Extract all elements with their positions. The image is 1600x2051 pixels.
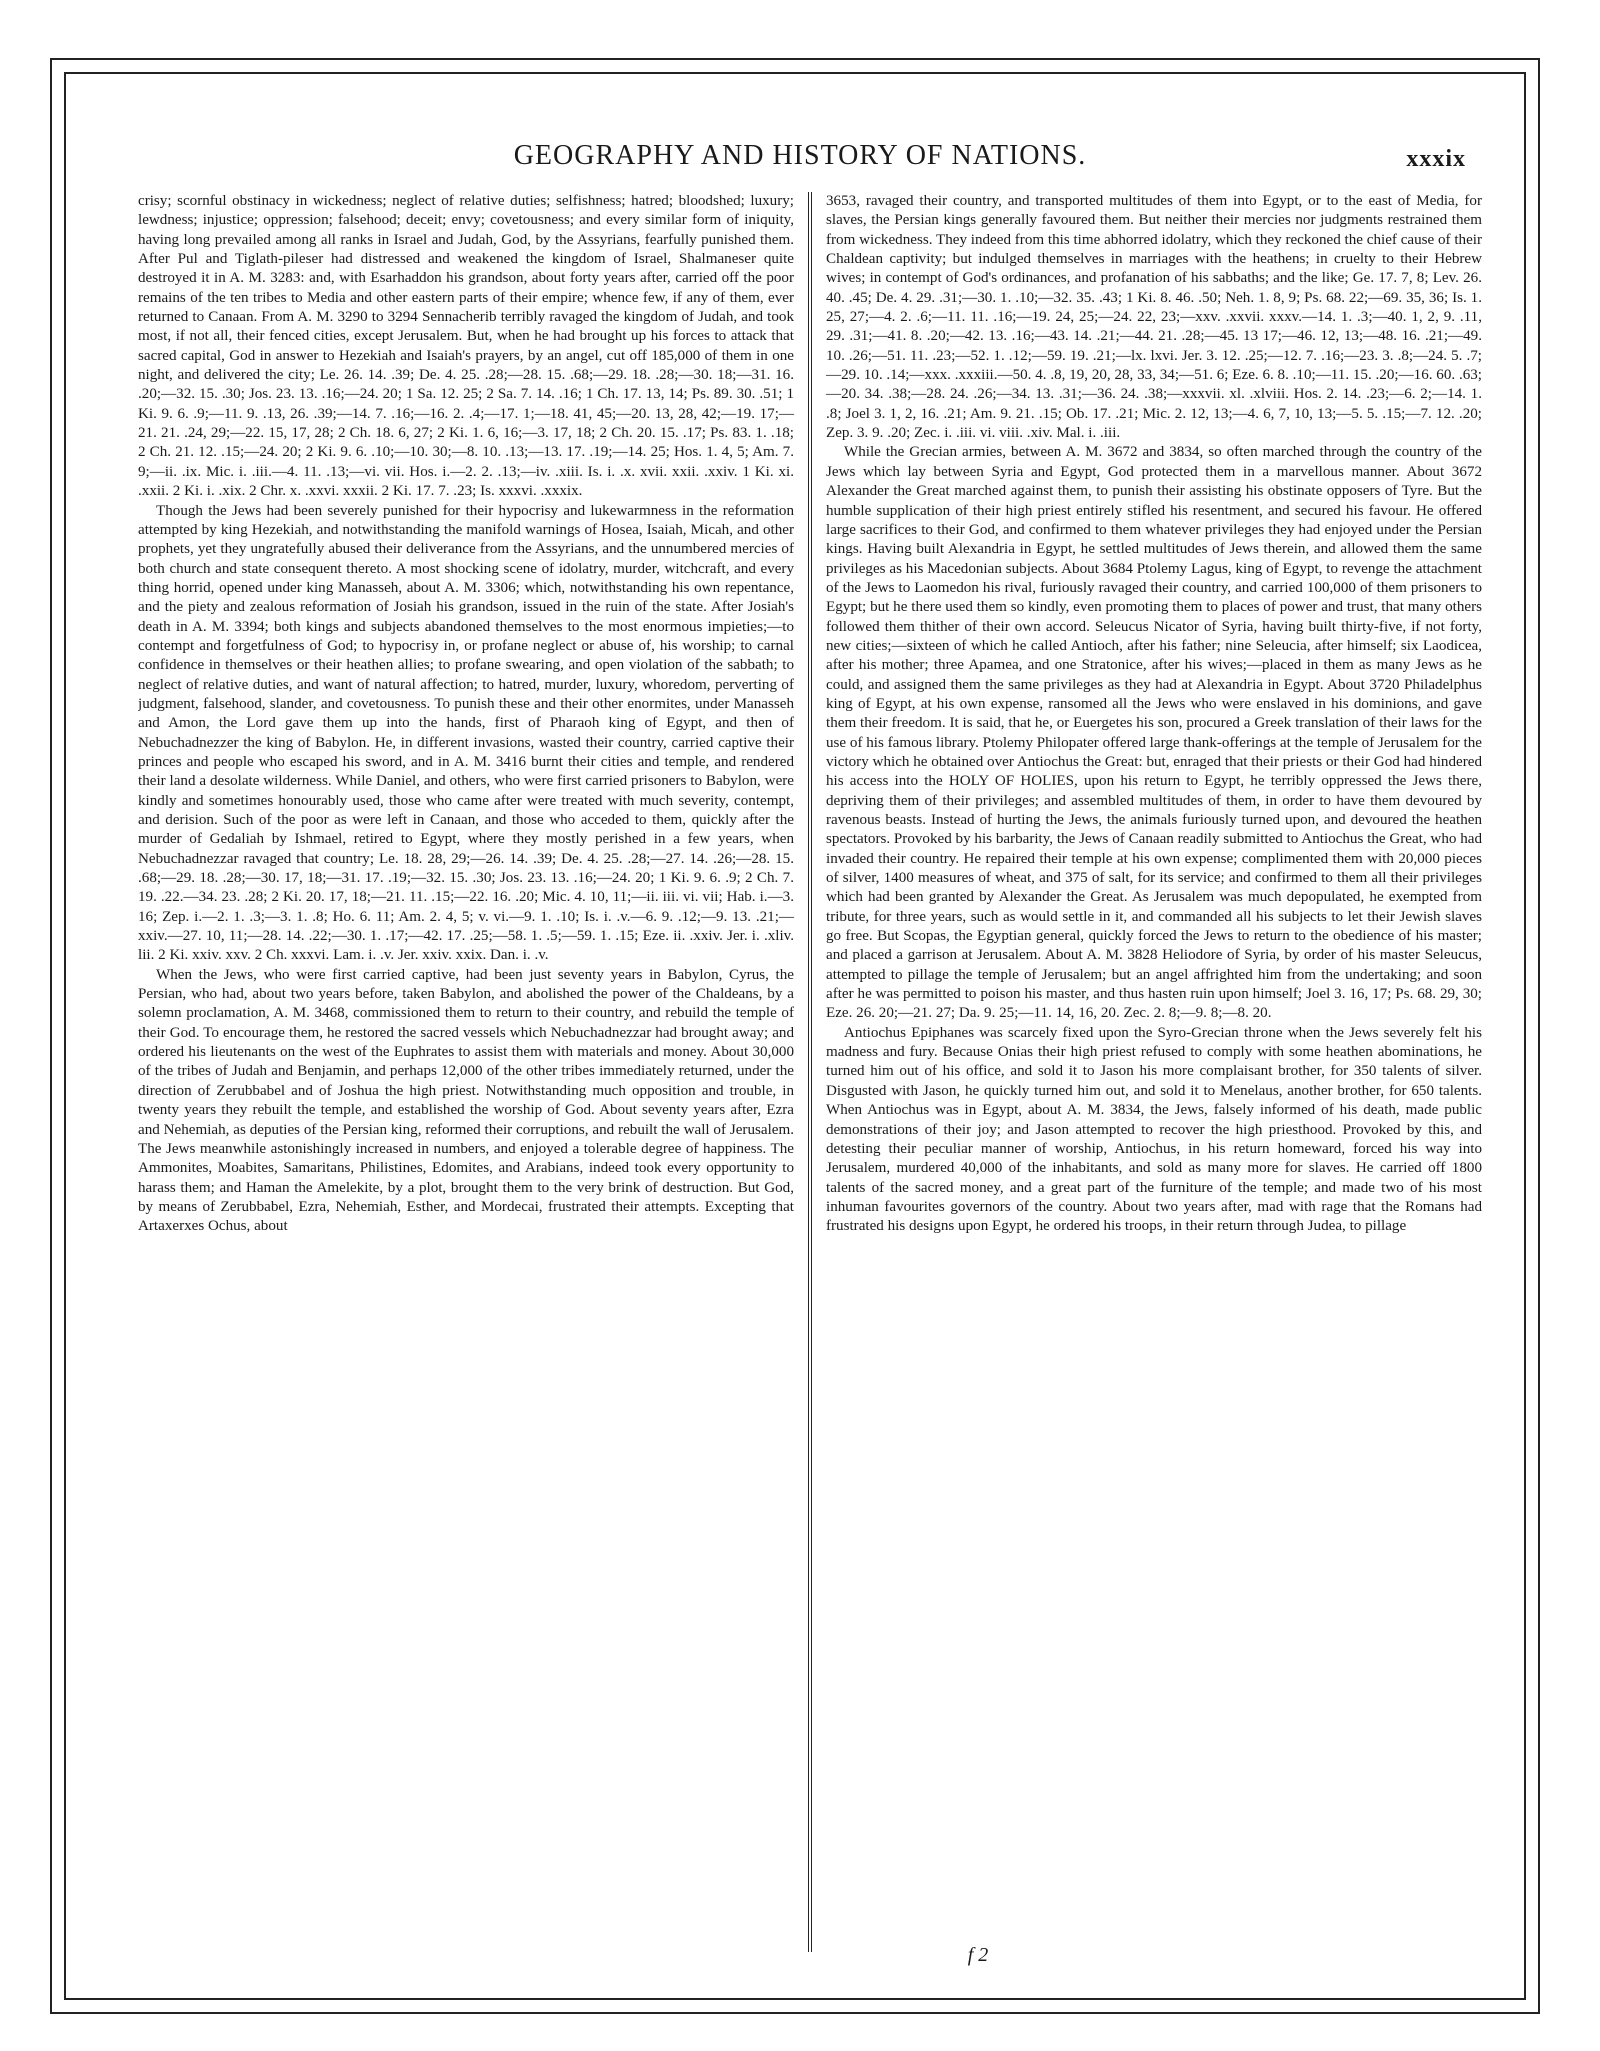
page-title: GEOGRAPHY AND HISTORY OF NATIONS. — [513, 140, 1087, 171]
right-column — [818, 192, 1482, 1952]
column-divider — [802, 192, 818, 1952]
text-columns — [138, 192, 1482, 1952]
left-paragraph-3: When the Jews, who were first carried captive, had been just seventy years in Babylon, Cyrus, the Persian, who had, about two years before, taken Babylon, and abolished the power of the Chaldeans, by a solemn proclamation, A. M. 3468, commissioned them to return to their country, and rebuild the temple of their God. To encourage them, he restored the sacred vessels which Nebuchadnezzar had brought away; and ordered his lieutenants on the west of the Euphrates to assist them with materials and money. About 30,000 of the tribes of Judah and Benjamin, and perhaps 12,000 of the other tribes immediately returned, under the direction of Zerubbabel and of Joshua the high priest. Notwithstanding much opposition and trouble, in twenty years they rebuilt the temple, and established the worship of God. About seventy years after, Ezra and Nehemiah, as deputies of the Persian king, reformed their corruptions, and rebuilt the wall of Jerusalem. The Jews meanwhile astonishingly increased in numbers, and enjoyed a tolerable degree of happiness. The Ammonites, Moabites, Samaritans, Philistines, Edomites, and Arabians, indeed took every opportunity to harass them; and Haman the Amelekite, by a plot, brought them to the very brink of destruction. But God, by means of Zerubbabel, Ezra, Nehemiah, Esther, and Mordecai, frustrated their attempts. Excepting that Artaxerxes Ochus, about — [138, 966, 794, 1235]
right-paragraph-3: Antiochus Epiphanes was scarcely fixed upon the Syro-Grecian throne when the Jews severely felt his madness and fury. Because Onias their high priest refused to comply with some heathen abominations, he turned him out of his office, and sold it to Jason his more complaisant brother, for 350 talents of silver. Disgusted with Jason, he quickly turned him out, and sold it to Menelaus, another brother, for 650 talents. When Antiochus was in Egypt, about A. M. 3834, the Jews, falsely informed of his death, made public demonstrations of their joy; and Jason attempted to recover the high priesthood. Provoked by this, and detesting their peculiar manner of worship, Antiochus, in his return homeward, forced his way into Jerusalem, murdered 40,000 of the inhabitants, and sold as many more for slaves. He carried off 1800 talents of the sacred money, and a great part of the furniture of the temple; and made two of his most inhuman favourites governors of the country. About two years after, mad with rage that the Romans had frustrated his designs upon Egypt, he ordered his troops, in their return through Judea, to pillage — [826, 1024, 1482, 1235]
signature-mark: f 2 — [967, 1944, 989, 1966]
right-paragraph-2: While the Grecian armies, between A. M. 3672 and 3834, so often marched through the country of the Jews which lay between Syria and Egypt, God protected them in a marvellous manner. About 3672 Alexander the Great marched against them, to punish their assisting his obstinate opposers of Tyre. But the humble supplication of their high priest entirely stifled his resentment, and secured his favour. He offered large sacrifices to their God, and confirmed to them whatever privileges they had enjoyed under the Persian kings. Having built Alexandria in Egypt, he settled multitudes of Jews therein, and allowed them the same privileges as his Macedonian subjects. About 3684 Ptolemy Lagus, king of Egypt, to revenge the attachment of the Jews to Laomedon his rival, furiously ravaged their country, and carried 100,000 of them prisoners to Egypt; but he there used them so kindly, even promoting them to places of power and trust, that many others followed them thither of their own accord. Seleucus Nicator of Syria, having built thirty-five, if not forty, new cities;—sixteen of which he called Antioch, after his father; nine Seleucia, after himself; six Laodicea, after his mother; three Apamea, and one Stratonice, after his wives;—placed in them as many Jews as he could, and assigned them the same privileges as they had at Alexandria in Egypt. About 3720 Philadelphus king of Egypt, at his own expense, ransomed all the Jews who were enslaved in his dominions, and gave them their freedom. It is said, that he, or Euergetes his son, procured a Greek translation of their laws for the use of his famous library. Ptolemy Philopater offered large thank-offerings at the temple of Jerusalem for the victory which he obtained over Antiochus the Great: but, enraged that their priests or their God had hindered his access into the HOLY OF HOLIES, upon his return to Egypt, he terribly oppressed the Jews there, depriving them of their privileges; and assembled multitudes of them, in order to have them devoured by ravenous beasts. Instead of hurting the Jews, the animals furiously turned upon, and devoured the heathen spectators. Provoked by his barbarity, the Jews of Canaan readily submitted to Antiochus the Great, who had invaded their country. He repaired their temple at his own expense; complimented them with 20,000 pieces of silver, 1400 measures of wheat, and 375 of salt, for its service; and confirmed to them all their privileges which had been granted by Alexander the Great. As Jerusalem was much depopulated, he exempted from tribute, for three years, such as would settle in it, and commanded all his subjects to let their Jewish slaves go free. But Scopas, the Egyptian general, quickly forced the Jews to return to the obedience of his master; and placed a garrison at Jerusalem. About A. M. 3828 Heliodore of Syria, by order of his master Seleucus, attempted to pillage the temple of Jerusalem; but an angel affrighted him from the undertaking; and soon after he was permitted to poison his master, and thus hasten ruin upon himself; Joel 3. 16, 17; Ps. 68. 29, 30; Eze. 26. 20;—21. 27; Da. 9. 25;—11. 14, 16, 20. Zec. 2. 8;—9. 8;—8. 20. — [826, 444, 1482, 1022]
right-paragraph-1: 3653, ravaged their country, and transported multitudes of them into Egypt, or to the east of Media, for slaves, the Persian kings generally favoured them. But neither their mercies nor judgments restrained them from wickedness. They indeed from this time abhorred idolatry, which they reckoned the chief cause of their Chaldean captivity; but indulged themselves in marriages with the heathens; in cruelty to their Hebrew wives; in contempt of God's ordinances, and profanation of his sabbaths; and the like; Ge. 17. 7, 8; Lev. 26. 40. .45; De. 4. 29. .31;—30. 1. .10;—32. 35. .43; 1 Ki. 8. 46. .50; Neh. 1. 8, 9; Ps. 68. 22;—69. 35, 36; Is. 1. 25, 27;—4. 2. .6;—11. 11. .16;—19. 24, 25;—24. 22, 23;—xxv. .xxvii. xxxv.—14. 1. .3;—40. 1, 2, 9. .11, 29. .31;—41. 8. .20;—42. 13. .16;—43. 14. .21;—44. 21. .28;—45. 13 17;—46. 12, 13;—48. 16. .21;—49. 10. .26;—51. 11. .23;—52. 1. .12;—59. 19. .21;—lx. lxvi. Jer. 3. 12. .25;—12. 7. .16;—23. 3. .8;—24. 5. .7;—29. 10. .14;—xxx. .xxxiii.—50. 4. .8, 19, 20, 28, 33, 34;—51. 6; Eze. 6. 8. .10;—11. 15. .20;—16. 60. .63;—20. 34. .38;—28. 24. .26;—34. 13. .31;—36. 24. .38;—xxxvii. xl. .xlviii. Hos. 2. 14. .23;—6. 2;—14. 1. .8; Joel 3. 1, 2, 16. .21; Am. 9. 21. .15; Ob. 17. .21; Mic. 2. 12, 13;—4. 6, 7, 10, 13;—5. 5. .15;—7. 12. .20; Zep. 3. 9. .20; Zec. i. .iii. vi. viii. .xiv. Mal. i. .iii. — [826, 193, 1482, 442]
left-column — [138, 192, 802, 1952]
left-paragraph-2: Though the Jews had been severely punished for their hypocrisy and lukewarmness in the reformation attempted by king Hezekiah, and notwithstanding the manifold warnings of Hosea, Isaiah, Micah, and other prophets, yet they ungratefully abused their deliverance from the Assyrians, and the unnumbered mercies of both church and state consequent thereto. A most shocking scene of idolatry, murder, witchcraft, and every thing horrid, opened under king Manasseh, about A. M. 3306; which, notwithstanding his own repentance, and the piety and zealous reformation of Josiah his grandson, issued in the ruin of the state. After Josiah's death in A. M. 3394; both kings and subjects abandoned themselves to the most enormous impieties;—to contempt and forgetfulness of God; to hypocrisy in, or profane neglect or abuse of, his worship; to carnal confidence in themselves or their heathen allies; to profane swearing, and open violation of the sabbath; to neglect of relative duties, and want of natural affection; to hatred, murder, luxury, whoredom, perverting of judgment, falsehood, slander, and covetousness. To punish these and their other enormites, under Manasseh and Amon, the Lord gave them up into the hands, first of Pharaoh king of Egypt, and then of Nebuchadnezzer the king of Babylon. He, in different invasions, wasted their country, carried captive their princes and people who escaped his sword, and in A. M. 3416 burnt their cities and temple, and rendered their land a desolate wilderness. While Daniel, and others, who were first carried prisoners to Babylon, were kindly and sometimes honourably used, those who came after were treated with much severity, contempt, and derision. Such of the poor as were left in Canaan, and those who acceded to them, quickly after the murder of Gedaliah by Ishmael, retired to Egypt, where they mostly perished in a few years, when Nebuchadnezzar ravaged that country; Le. 18. 28, 29;—26. 14. .39; De. 4. 25. .28;—27. 14. .26;—28. 15. .68;—29. 18. .28;—30. 17, 18;—31. 17. .19;—32. 15. .30; Jos. 23. 13. .16;—24. 20; 1 Ki. 9. 6. .9; 2 Ch. 7. 19. .22.—34. 23. .28; 2 Ki. 20. 17, 18;—21. 11. .15;—22. 16. .20; Mic. 4. 10, 11;—ii. iii. vi. vii; Hab. i.—3. 16; Zep. i.—2. 1. .3;—3. 1. .8; Ho. 6. 11; Am. 2. 4, 5; v. vi.—9. 1. .10; Is. i. .v.—6. 9. .12;—9. 13. .21;—xxiv.—27. 10, 11;—28. 14. .22;—30. 1. .17;—42. 17. .25;—58. 1. .5;—59. 1. .15; Eze. ii. .xxiv. Jer. i. .xliv. lii. 2 Ki. xxiv. xxv. 2 Ch. xxxvi. Lam. i. .v. Jer. xxiv. xxix. Dan. i. .v. — [138, 502, 794, 964]
page-number: xxxix — [1406, 146, 1466, 172]
left-paragraph-1: crisy; scornful obstinacy in wickedness; neglect of relative duties; selfishness; hatred; bloodshed; luxury; lewdness; injustice; oppression; falsehood; deceit; envy; covetousness; and every similar form of iniquity, having long prevailed among all ranks in Israel and Judah, God, by the Assyrians, fearfully punished them. After Pul and Tiglath-pileser had distressed and weakened the kingdom of Israel, Shalmaneser quite destroyed it in A. M. 3283: and, with Esarhaddon his grandson, about forty years after, carried off the poor remains of the ten tribes to Media and other eastern parts of their empire; whence few, if any of them, ever returned to Canaan. From A. M. 3290 to 3294 Sennacherib terribly ravaged the kingdom of Judah, and took most, if not all, their fenced cities, except Jerusalem. But, when he had brought up his forces to attack that sacred capital, God in answer to Hezekiah and Isaiah's prayers, by an angel, cut off 185,000 of them in one night, and delivered the city; Le. 26. 14. .39; De. 4. 25. .28;—28. 15. .68;—29. 18. .28;—30. 18;—31. 16. .20;—32. 15. .30; Jos. 23. 13. .16;—24. 20; 1 Sa. 12. 25; 2 Sa. 7. 14. .16; 1 Ch. 17. 13, 14; Ps. 89. 30. .51; 1 Ki. 9. 6. .9;—11. 9. .13, 26. .39;—14. 7. .16;—16. 2. .4;—17. 1;—18. 41, 45;—20. 13, 28, 42;—19. 17;—21. 21. .24, 29;—22. 15, 17, 28; 2 Ch. 18. 6, 27; 2 Ki. 1. 6, 16;—3. 17, 18; 2 Ch. 20. 15. .17; Ps. 83. 1. .18; 2 Ch. 21. 12. .15;—24. 20; 2 Ki. 9. 6. .10;—10. 30;—8. 10. .13;—13. 17. .19;—14. 25; Hos. 1. 4, 5; Am. 7. 9;—ii. .ix. Mic. i. .iii.—4. 11. .13;—vi. vii. Hos. i.—2. 2. .13;—iv. .xiii. Is. i. .x. xvii. xxii. .xxiv. 1 Ki. xi. .xxii. 2 Ki. i. .xix. 2 Chr. x. .xxvi. xxxii. 2 Ki. 17. 7. .23; Is. xxxvi. .xxxix. — [138, 193, 794, 500]
running-head — [120, 140, 1480, 180]
